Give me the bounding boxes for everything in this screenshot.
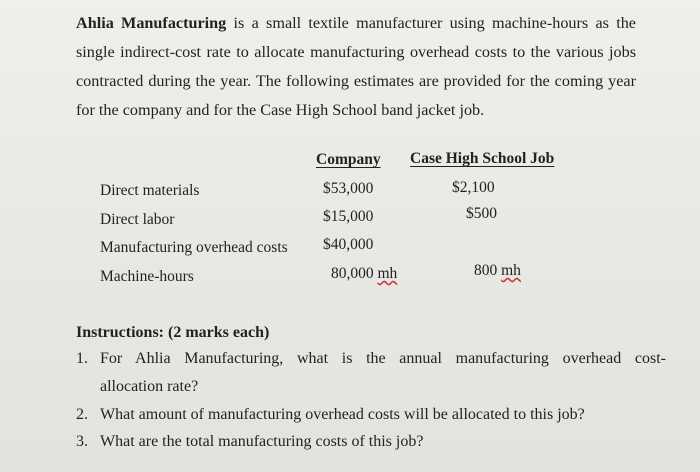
job-direct-materials: $2,100: [452, 179, 495, 196]
company-machine-hours: 80,000 mh: [331, 265, 398, 282]
question-2: [76, 401, 666, 428]
column-header-company: Company: [316, 151, 381, 168]
question-2-text: What amount of manufacturing overhead costs will be allocated to this job?: [100, 406, 585, 423]
question-3: [76, 428, 666, 455]
job-mh-unit: mh: [501, 262, 521, 279]
question-3-text: What are the total manufacturing costs of this job?: [100, 433, 424, 450]
question-number: 2.: [76, 406, 88, 423]
question-1: [76, 345, 666, 401]
company-direct-materials: $53,000: [323, 180, 374, 197]
question-1-line1: For Ahlia Manufacturing, what is the annual manufacturing overhead cost-: [100, 350, 666, 367]
instructions-heading: Instructions: (2 marks each): [76, 324, 270, 341]
column-header-job: Case High School Job: [410, 150, 555, 167]
company-name: Ahlia Manufacturing: [76, 14, 227, 32]
row-label-machine-hours: Machine-hours: [100, 268, 194, 285]
question-1-line2: allocation rate?: [100, 378, 199, 395]
intro-text: is a small textile manufacturer using machine-hours as the single indirect-cost rate to allocate manufacturing overhead costs to the various jobs contracted during the year. The following estimates are provided for the coming year for the company and for the Case High School band jacket job.: [76, 14, 636, 119]
question-number: 1.: [76, 350, 88, 367]
job-machine-hours: 800 mh: [474, 262, 521, 279]
company-mh-unit: mh: [377, 265, 398, 282]
company-direct-labor: $15,000: [323, 208, 374, 225]
row-label-overhead: Manufacturing overhead costs: [100, 239, 288, 256]
job-direct-labor: $500: [466, 205, 497, 222]
row-label-direct-materials: Direct materials: [100, 182, 200, 199]
company-overhead: $40,000: [323, 236, 374, 253]
question-number: 3.: [76, 433, 88, 450]
instructions-section: [76, 322, 666, 455]
row-label-direct-labor: Direct labor: [100, 211, 175, 228]
